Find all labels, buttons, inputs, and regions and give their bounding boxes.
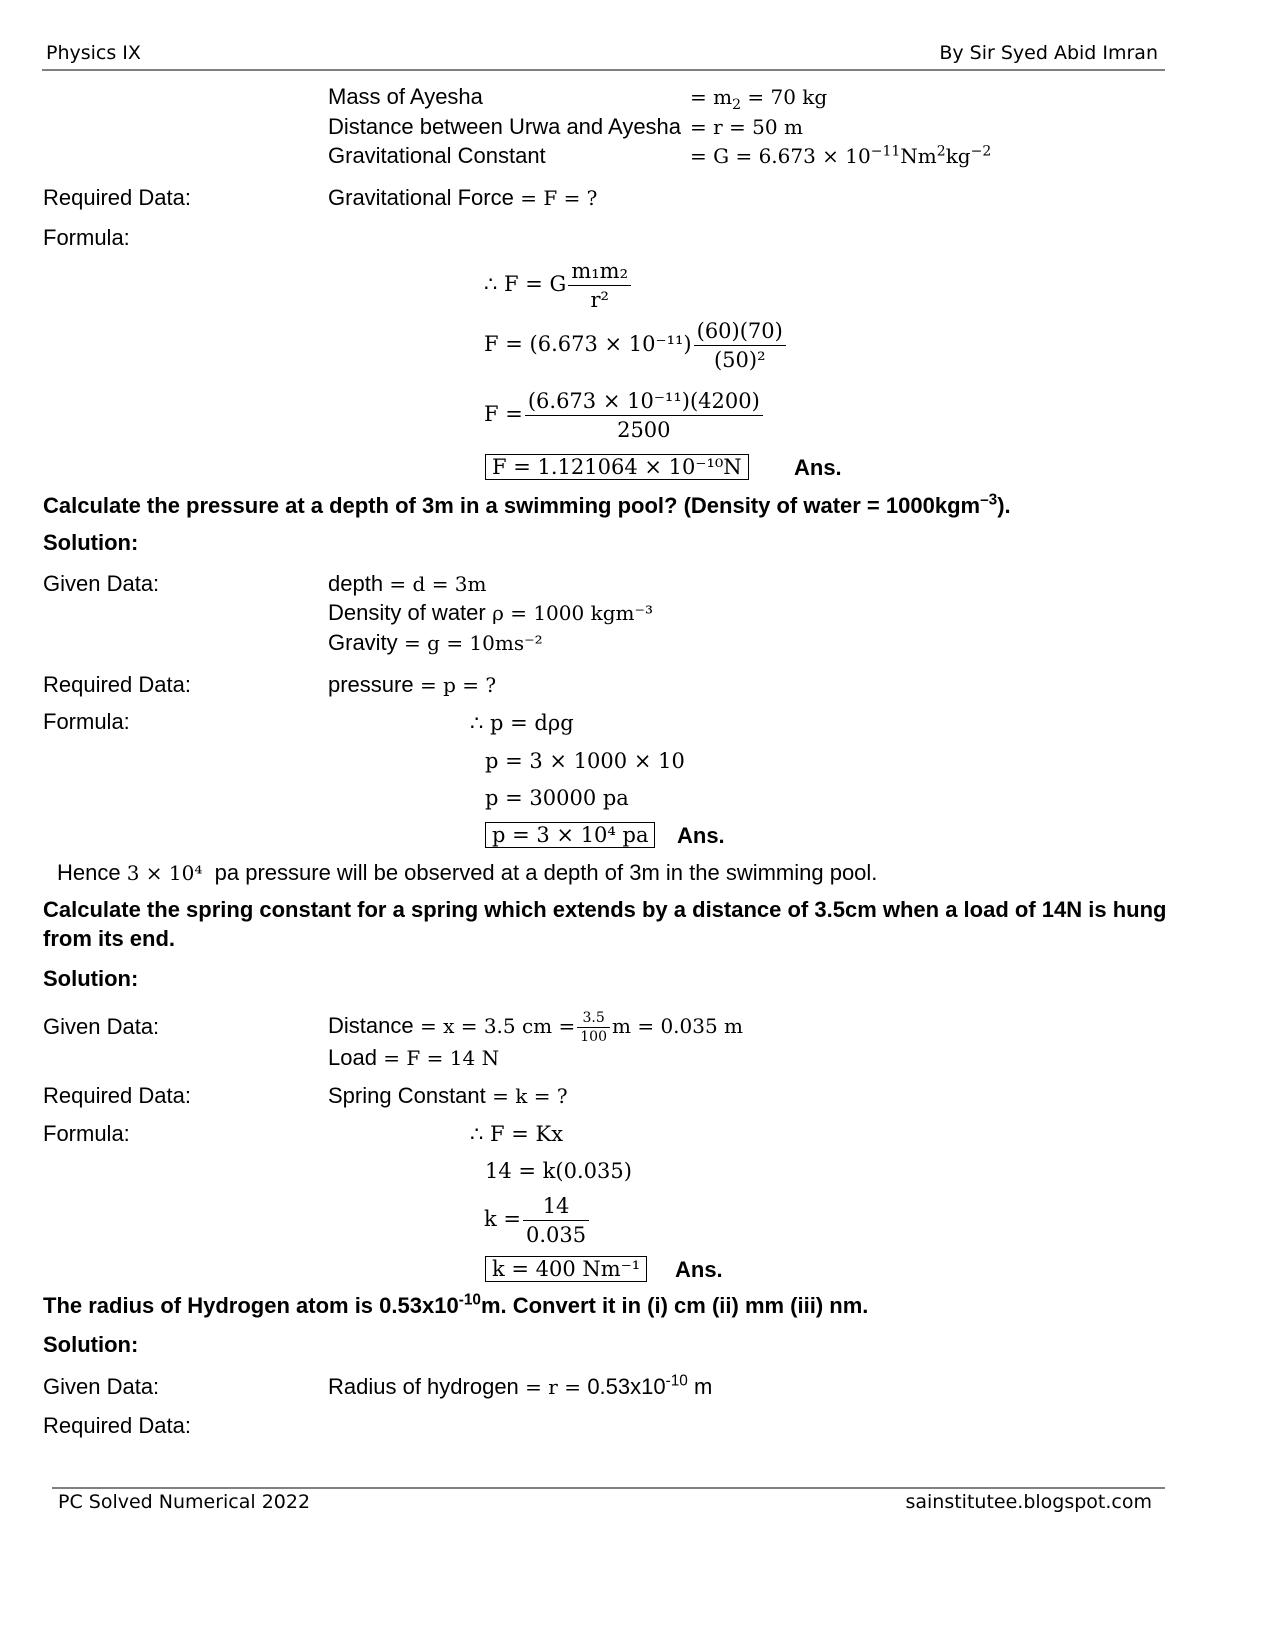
q1-conclusion: Hence 3 × 10⁴ pa pressure will be observed at a depth of 3m in the swimming pool. — [57, 860, 878, 885]
q0-formula-1: ∴ F = G $\frac{\text{m₁m₂}}{\text{r²}}$ — [484, 258, 633, 313]
footer-website: sainstitutee.blogspot.com — [905, 1491, 1152, 1513]
q1-given-gravity: Gravity = g = 10ms⁻² — [328, 630, 543, 655]
q2-question-line2: from its end. — [43, 926, 176, 951]
given-distance-label: Distance between Urwa and Ayesha — [328, 114, 682, 139]
q2-formula-3: k = $\frac{14}{0.035}$ — [484, 1193, 591, 1248]
q2-question-line1: Calculate the spring constant for a spring which extends by a distance of 3.5cm when a load of 14N is hung — [43, 897, 1167, 922]
q2-ans-label: Ans. — [675, 1257, 723, 1282]
given-constant-label: Gravitational Constant — [328, 143, 546, 168]
q1-solution-label: Solution: — [43, 530, 139, 555]
q3-given-radius: Radius of hydrogen = $r = 0.53x10^{-10}$ m — [328, 1372, 713, 1399]
q2-required-label: Required Data: — [43, 1083, 191, 1108]
q2-required-value: Spring Constant = k = ? — [328, 1083, 568, 1108]
q0-required-label: Required Data: — [43, 185, 191, 210]
q2-answer: k = 400 Nm⁻¹ — [485, 1256, 647, 1282]
footer-rule — [52, 1487, 1165, 1489]
q1-required-label: Required Data: — [43, 672, 191, 697]
header-rule — [42, 69, 1165, 71]
given-constant-value: = $G = 6.673 \times 10^{-11}Nm^2kg^{-2}$ — [690, 143, 992, 168]
q3-solution-label: Solution: — [43, 1332, 139, 1357]
q0-formula-3: F = $\frac{\text{(6.673 × 10⁻¹¹)(4200)}}{2500}$ — [484, 388, 765, 443]
header-title: Physics IX — [46, 42, 141, 64]
q3-given-label: Given Data: — [43, 1374, 160, 1399]
q0-ans-label: Ans. — [794, 455, 842, 480]
q1-formula-label: Formula: — [43, 709, 130, 734]
q1-given-depth: depth = d = 3m — [328, 571, 487, 596]
q2-given-load: Load = F = 14 N — [328, 1045, 500, 1070]
q1-question: Calculate the pressure at a depth of 3m in a swimming pool? (Density of water = 1000kgm$^{-3}$). — [43, 491, 1011, 518]
q0-formula-label: Formula: — [43, 225, 130, 250]
q0-required-value: Gravitational Force = F = ? — [328, 185, 598, 210]
q2-given-distance: Distance = x = 3.5 cm = $\frac{3.5}{100}$ m = 0.035 m — [328, 1009, 744, 1045]
q1-given-density: Density of water ρ = 1000 kgm⁻³ — [328, 600, 654, 625]
q2-formula-2: 14 = k(0.035) — [485, 1159, 632, 1183]
q2-given-label: Given Data: — [43, 1014, 160, 1039]
footer-title: PC Solved Numerical 2022 — [58, 1491, 311, 1513]
q1-formula-1: ∴ p = dρg — [470, 711, 574, 735]
q1-formula-2: p = 3 × 1000 × 10 — [485, 749, 685, 773]
q1-required-value: pressure = p = ? — [328, 672, 497, 697]
q1-ans-label: Ans. — [677, 823, 725, 848]
q3-required-label: Required Data: — [43, 1413, 191, 1438]
q2-formula-1: ∴ F = Kx — [470, 1122, 564, 1146]
q1-given-label: Given Data: — [43, 571, 160, 596]
given-mass-value: = $m_2 = 70$ kg — [690, 85, 828, 113]
given-mass-label: Mass of Ayesha — [328, 84, 483, 109]
q2-solution-label: Solution: — [43, 966, 139, 991]
header-author: By Sir Syed Abid Imran — [939, 42, 1158, 64]
q1-formula-3: p = 30000 pa — [485, 786, 629, 810]
q0-answer: F = 1.121064 × 10⁻¹⁰N — [485, 454, 749, 480]
q3-question: The radius of Hydrogen atom is $0.53x10^{-10}m$. Convert it in (i) cm (ii) mm (iii) nm. — [43, 1291, 869, 1318]
q1-answer: p = 3 × 10⁴ pa — [485, 822, 655, 848]
q2-formula-label: Formula: — [43, 1121, 130, 1146]
given-distance-value: = r = 50 m — [690, 115, 803, 139]
q0-formula-2: F = (6.673 × 10⁻¹¹) $\frac{(60)(70)}{\text{(50)²}}$ — [484, 318, 788, 373]
